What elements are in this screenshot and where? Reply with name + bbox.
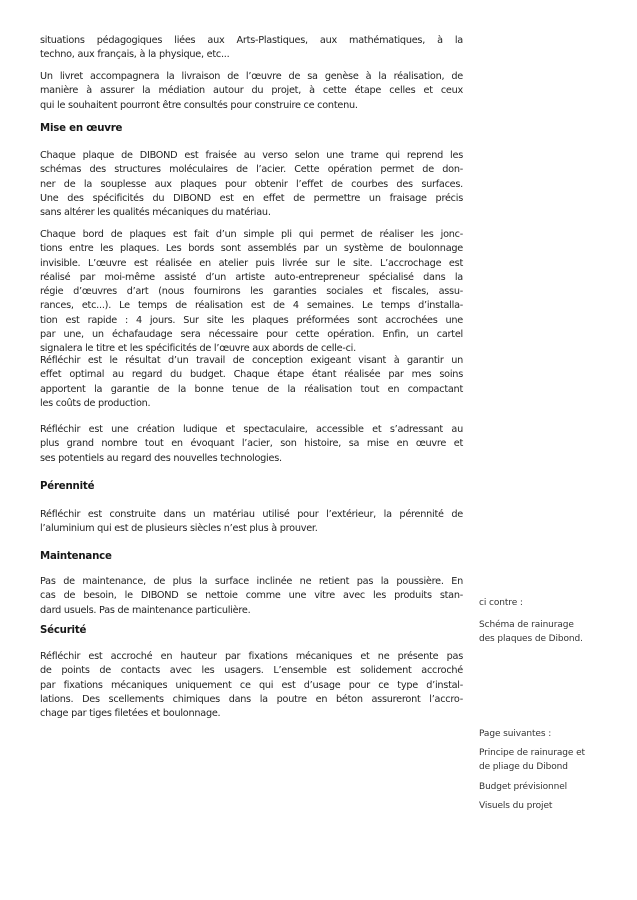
sidebar-next-pages-label: Page suivantes : <box>479 729 552 739</box>
text-line: Principe de rainurage et <box>479 748 585 758</box>
sidebar-next-page-item-visuels <box>479 799 631 813</box>
text-line: tion est rapide : 4 jours. Sur site les plaques préformées sont accrochées une <box>40 314 463 326</box>
text-line: plus grand nombre tout en évoquant l’acier, son histoire, sa mise en œuvre et <box>40 438 463 450</box>
sidebar-caption-label: ci contre : <box>479 598 523 608</box>
heading-perennite: Pérennité <box>40 481 95 492</box>
text-line: Chaque plaque de DIBOND est fraisée au verso selon une trame qui reprend les <box>40 150 463 161</box>
sidebar-next-page-item-rainurage <box>479 746 631 775</box>
text-line: ner de la souplesse aux plaques pour obtenir l’effet de courbes des surfaces. <box>40 178 463 190</box>
text-line: de pliage du Dibond <box>479 762 568 773</box>
text-line: Budget prévisionnel <box>479 782 568 792</box>
text-line: sans altérer les qualités mécaniques du matériau. <box>40 207 271 219</box>
text-line: manière à assurer la médiation autour du projet, à cette étape celles et ceux <box>40 85 463 97</box>
paragraph-fraisage <box>40 149 463 220</box>
paragraph-securite <box>40 650 463 721</box>
paragraph-creation <box>40 423 463 466</box>
paragraph-assemblage <box>40 228 463 357</box>
text-line: ses potentiels au regard des nouvelles technologies. <box>40 452 282 464</box>
text-line: régie d’œuvres d’art (nous fournirons les garanties sociales et fiscales, assu- <box>40 286 463 298</box>
sidebar-next-page-item-budget <box>479 780 631 794</box>
text-line: Visuels du projet <box>479 801 553 811</box>
text-line: Une des spécificités du DIBOND est en effet de permettre un fraisage précis <box>40 192 463 204</box>
heading-securite: Sécurité <box>40 625 87 636</box>
text-line: rances, etc...). Le temps de réalisation est de 4 semaines. Le temps d’installa- <box>40 300 463 312</box>
text-line: chage par tiges filetées et boulonnage. <box>40 708 221 720</box>
text-line: effet optimal au regard du budget. Chaque étape étant réalisée par mes soins <box>40 369 463 381</box>
text-line: Un livret accompagnera la livraison de l’œuvre de sa genèse à la réalisation, de <box>40 71 463 82</box>
text-line: Pas de maintenance, de plus la surface inclinée ne retient pas la poussière. En <box>40 576 463 587</box>
text-line: techno, aux français, à la physique, etc... <box>40 49 230 61</box>
paragraph-pedagogie <box>40 34 463 63</box>
sidebar-caption-text <box>479 618 631 647</box>
text-line: Réfléchir est construite dans un matériau utilisé pour l’extérieur, la pérennité de <box>40 509 463 520</box>
paragraph-maintenance <box>40 575 463 618</box>
heading-mise-en-oeuvre: Mise en œuvre <box>40 123 123 134</box>
heading-maintenance: Maintenance <box>40 551 112 562</box>
text-line: Chaque bord de plaques est fait d’un simple pli qui permet de réaliser les jonc- <box>40 229 463 240</box>
text-line: réalisé par moi-même assisté d’un artiste auto-entrepreneur spécialisé dans la <box>40 271 463 283</box>
text-line: Réfléchir est le résultat d’un travail de conception exigeant visant à garantir un <box>40 355 463 366</box>
text-line: qui le souhaitent pourront être consultés pour construire ce contenu. <box>40 99 358 111</box>
paragraph-perennite <box>40 508 463 537</box>
text-line: les coûts de production. <box>40 397 151 409</box>
text-line: apportent la garantie de la bonne tenue de la réalisation tout en compactant <box>40 383 463 395</box>
text-line: Schéma de rainurage <box>479 620 574 630</box>
text-line: signalera le titre et les spécificités de l’œuvre aux abords de celle-ci. <box>40 343 356 355</box>
text-line: invisible. L’œuvre est réalisée en atelier puis livrée sur le site. L’accrochage est <box>40 257 463 269</box>
text-line: lations. Des scellements chimiques dans la poutre en béton assureront l’accro- <box>40 693 463 705</box>
text-line: Réfléchir est une création ludique et spectaculaire, accessible et s’adressant au <box>40 424 463 435</box>
text-line: par une, un échafaudage sera nécessaire pour cette opération. Enfin, un cartel <box>40 329 463 341</box>
text-line: dard usuels. Pas de maintenance particulière. <box>40 604 251 616</box>
text-line: situations pédagogiques liées aux Arts-Plastiques, aux mathématiques, à la <box>40 35 463 46</box>
text-line: des plaques de Dibond. <box>479 634 583 645</box>
paragraph-livret <box>40 70 463 113</box>
paragraph-conception <box>40 354 463 411</box>
text-line: schémas des structures moléculaires de l’acier. Cette opération permet de don- <box>40 164 463 176</box>
text-line: de points de contacts avec les usagers. L’ensemble est solidement accroché <box>40 665 463 677</box>
text-line: Réfléchir est accroché en hauteur par fixations mécaniques et ne présente pas <box>40 651 463 662</box>
text-line: cas de besoin, le DIBOND se nettoie comme une vitre avec les produits stan- <box>40 590 463 602</box>
text-line: l’aluminium qui est de plusieurs siècles n’est plus à prouver. <box>40 523 318 535</box>
text-line: tions entre les plaques. Les bords sont assemblés par un système de boulonnage <box>40 243 463 255</box>
text-line: par fixations mécaniques uniquement ce qui est d’usage pour ce type d’instal- <box>40 679 463 691</box>
